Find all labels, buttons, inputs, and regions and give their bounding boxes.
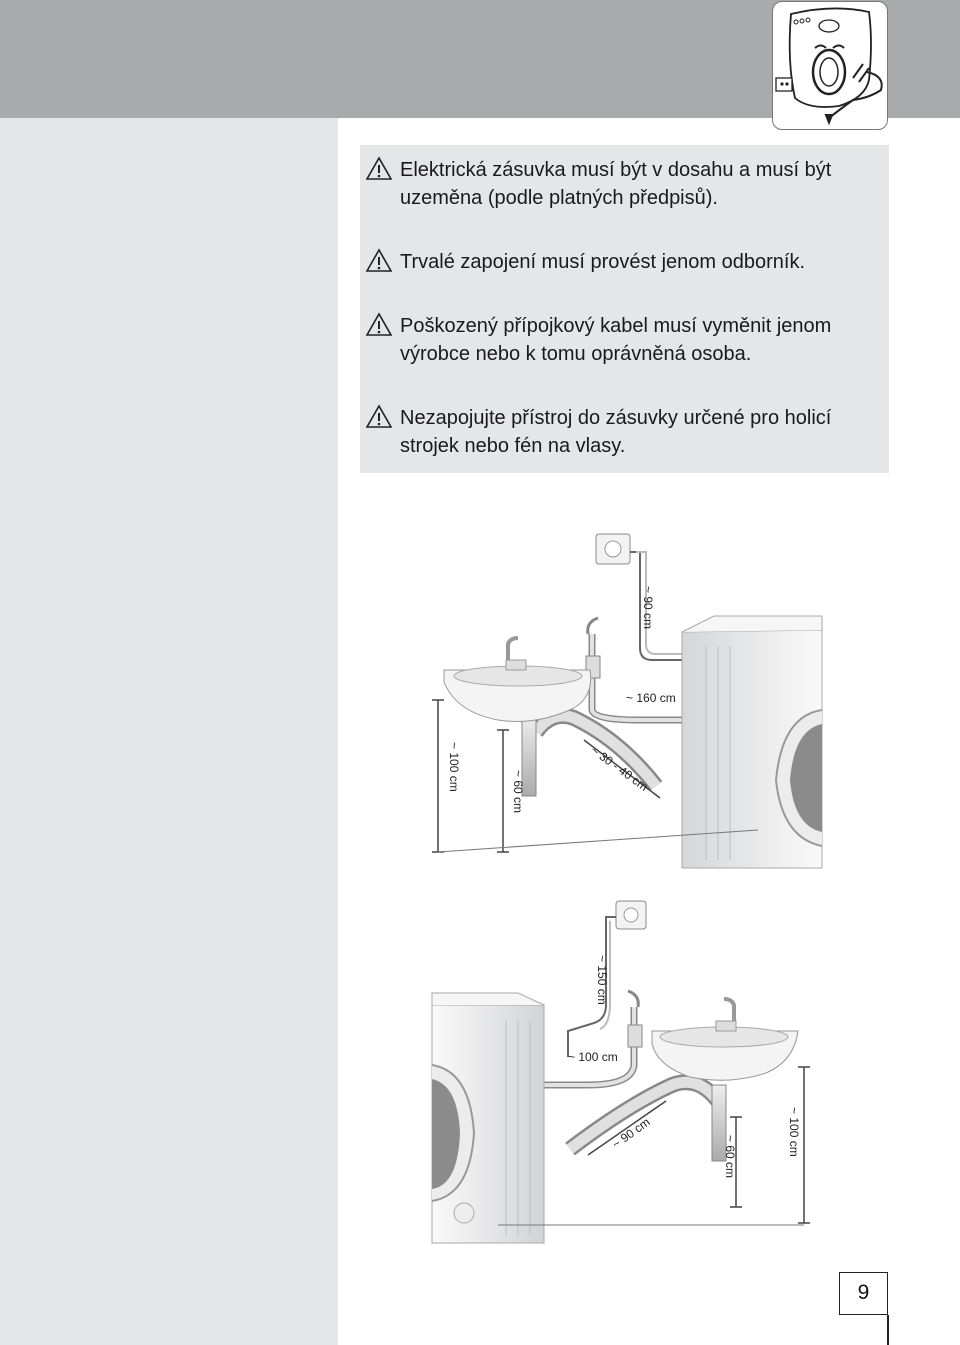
dim-label: ~ 100 cm — [568, 1050, 618, 1064]
warning-box — [360, 145, 889, 473]
warning-icon — [365, 404, 393, 429]
dim-label: ~ 90 cm — [609, 1114, 653, 1152]
dim-label: ~ 160 cm — [626, 691, 676, 705]
installation-diagram-bottom — [338, 895, 960, 1265]
installation-diagram-top — [338, 520, 960, 900]
warning-icon — [365, 248, 393, 273]
dim-label: ~ 90 cm — [641, 586, 655, 630]
warning-text: Trvalé zapojení musí provést jenom odborník. — [400, 251, 806, 273]
dim-label: ~ 30 - 40 cm — [588, 743, 651, 794]
warning-text: Elektrická zásuvka musí být v dosahu a musí být uzeměna (podle platných předpisů). — [400, 159, 832, 209]
left-margin-column — [0, 118, 338, 1345]
page-number-rule — [887, 1315, 889, 1345]
dim-label: ~ 60 cm — [723, 1135, 737, 1179]
dim-label: ~ 60 cm — [511, 770, 525, 814]
washing-machine-plug-icon — [772, 1, 888, 130]
dim-label: ~ 100 cm — [787, 1107, 801, 1157]
warning-text: Poškozený přípojkový kabel musí vyměnit jenom výrobce nebo k tomu oprávněná osoba. — [400, 315, 832, 365]
warning-icon — [365, 156, 393, 181]
dim-label: ~ 150 cm — [595, 955, 609, 1005]
dim-label: ~ 100 cm — [447, 742, 461, 792]
page-number: 9 — [839, 1272, 888, 1315]
warning-icon — [365, 312, 393, 337]
warning-text: Nezapojujte přístroj do zásuvky určené pro holicí strojek nebo fén na vlasy. — [400, 407, 832, 457]
